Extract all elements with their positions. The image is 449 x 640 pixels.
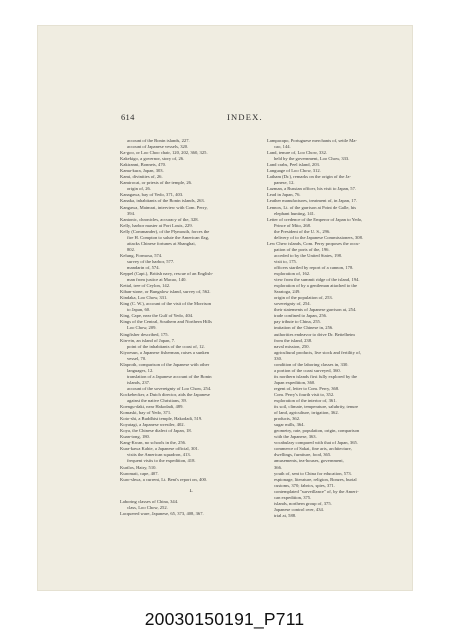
index-entry: exploration of the interior of, 361. (274, 398, 337, 404)
index-entry: Kuromati, cape, 407. (120, 470, 159, 476)
index-entry: Kanagawa, bay of Yedo, 371, 403. (120, 192, 184, 198)
index-entry: exploration of by a gentleman attached to the (274, 283, 358, 289)
index-entry: Kelly (Commander), of the Plymouth, forces the (120, 228, 210, 234)
index-entry: translation of a Japanese account of the Bonin (127, 373, 212, 379)
index-entry: Lacquered ware, Japanese, 65, 373, 408, 367. (120, 510, 204, 516)
index-entry: to Japan, 60. (127, 307, 151, 313)
index-entry: Kiban-stone, or Bungalow island, survey of, 562. (120, 289, 211, 295)
index-entry: Kings of the Central, Southern and Northern Hills (120, 319, 212, 325)
index-entry: point of the inhabitants of the coast of, 12. (127, 343, 205, 349)
index-section-letter: L (189, 488, 193, 494)
index-entry: against the native Christians, 39. (127, 398, 187, 404)
index-entry: officers startled by report of a cannon, 178. (274, 264, 354, 270)
index-entry: 330. (274, 355, 283, 361)
index-entry: Leather manufactures, treatment of, in Japan, 17. (267, 198, 358, 204)
index-entry: authorities endeavor to drive Dr. Bettelheim (274, 331, 355, 337)
index-entry: Japanese control over, 434. (274, 506, 324, 512)
index-entry: 802. (127, 246, 136, 252)
index-entry: Japan expedition, 360. (274, 379, 316, 385)
book-page (38, 26, 412, 590)
index-entry: contemplated "surveillance" of, by the Ameri- (274, 488, 359, 494)
index-entry: Kelung, Formosa, 574. (120, 252, 163, 258)
index-entry: Ka-goo, or Loo Choo chair, 120, 202, 360, 325. (120, 150, 208, 156)
index-entry: agricultural products, live stock and fertility of, (274, 349, 362, 355)
index-entry: vocabulary compared with that of Japan, 365. (274, 440, 358, 446)
index-entry: class, Loo Chow, 252. (127, 504, 168, 510)
index-entry: islands, 237. (127, 379, 151, 385)
index-entry: Kuro-shwa, a current, Lt. Bent's report on, 400. (120, 476, 208, 482)
index-entry: account of Japanese vessels, 320. (127, 144, 189, 150)
index-entry: Kang-Kwan, no schools in the, 256. (120, 440, 187, 446)
index-entry: Kiyoesun, a Japanese fisherman, raises a sunken (120, 349, 210, 355)
index-entry: cao, 144. (274, 144, 291, 150)
index-entry: Koya, the Chinese dialect of Japan, 18. (120, 428, 192, 434)
index-entry: attacks Chinese fortunes at Shanghai, (127, 240, 196, 246)
index-entry: youth of, sent to China for education, 573. (274, 470, 352, 476)
index-column-right (267, 138, 409, 519)
index-entry: imitation of the Chinese in, 256. (274, 325, 334, 331)
index-entry: visits the American squadron, 413. (127, 452, 191, 458)
index-entry: geometry, rate, population, origin, comparison (274, 428, 360, 434)
index-entry: sovereignty of, 254. (274, 301, 311, 307)
page-header (121, 112, 321, 122)
index-entry: view from the summit ridge of the island, 194. (274, 277, 360, 283)
index-entry: Kangawa, Maimrai, interview with Com. Perry, (120, 204, 208, 210)
index-entry: its soil, climate, temperature, salubrity, tenure (274, 404, 359, 410)
index-entry: Kama-kura, Japan, 303. (120, 168, 164, 174)
index-entry: Lazman, a Russian officer, his visit to Japan, 57. (267, 186, 357, 192)
index-entry: can expedition, 375. (274, 494, 312, 500)
index-entry: Kanaka, inhabitants of the Bonin islands, 263. (120, 198, 205, 204)
index-entry: sugar mills, 364. (274, 422, 305, 428)
index-entry: Kura-kawa Kahie, a Japanese official, 301. (120, 446, 199, 452)
index-entry: from the island, 238. (274, 337, 313, 343)
index-entry: with the Japanese, 363. (274, 434, 317, 440)
index-entry: condition of the laboring classes in, 330. (274, 361, 349, 367)
index-entry: of land, agriculture, irrigation, 362. (274, 410, 339, 416)
image-caption: 20030150191_P711 (144, 609, 305, 629)
index-entry: elephant hunting, 141. (274, 210, 316, 216)
index-entry: Kantonic, chronicles, accuracy of the, 328. (120, 216, 199, 222)
index-entry: pay tribute to China, 255. (274, 319, 321, 325)
index-entry: the President of the U. S., 296. (274, 228, 331, 234)
index-entry: Lampacapo, Portuguese merchants of, settle Ma- (267, 138, 357, 143)
index-entry: Komaski, bay of Yedo, 371. (120, 410, 172, 416)
index-entry: delivery of to the Japanese Commissioners, 308. (274, 234, 364, 240)
index-entry: Latham (Dr.), remarks on the origin of the Ja- (267, 174, 351, 180)
index-entry: Loo Chow, 209. (127, 325, 157, 331)
index-entry: account of the Bonin islands, 227. (127, 138, 190, 143)
index-entry: Lead in Japan, 76. (267, 192, 301, 198)
index-entry: Kingfisher described, 175. (120, 331, 169, 337)
index-entry: languages, 12. (127, 367, 154, 373)
index-entry: its northern islands first fully explored by the (274, 373, 358, 379)
index-entry: dwellings, furniture, food, 365. (274, 452, 332, 458)
index-entry: 394. (127, 210, 136, 216)
page-title: INDEX. (227, 112, 263, 122)
index-entry: account of the sovereignty of Loo Chow, 254. (127, 385, 212, 391)
index-entry: King (C. W.), account of the visit of the Morrison (120, 301, 212, 307)
index-entry: fire H. Compton to salute the American flag, (127, 234, 210, 240)
index-entry: Land crabs, Peel island, 203. (267, 162, 320, 168)
index-entry: King, Cape, near the Gulf of Yedo, 404. (120, 313, 194, 319)
index-entry: Kindaka, Loo Chow, 331. (120, 295, 168, 301)
index-entry: naval mission, 250. (274, 343, 310, 349)
index-entry: Kurilos, Hairy, 510. (120, 464, 157, 470)
index-entry: visit to, 175. (274, 258, 297, 264)
index-entry: 366. (274, 464, 283, 470)
index-entry: exploration of, 162. (274, 271, 311, 277)
index-entry: man from justice at Macao, 140. (127, 277, 187, 283)
index-entry: customs, 370; fabrics, spies, 371. (274, 482, 335, 488)
index-entry: Kettal, tree of Ceylon, 142. (120, 283, 171, 289)
index-entry: Language of Loo Chow, 312. (267, 168, 321, 174)
index-entry: Keppel (Capt.), British navy, rescue of an English- (120, 271, 214, 277)
index-entry: origin of the population of, 253. (274, 295, 333, 301)
index-column-left (120, 138, 262, 517)
index-entry: Kami, divinities of, 26. (120, 174, 163, 180)
index-entry: Kin-ein, an island of Japan, 7. (120, 337, 176, 343)
page-number: 614 (121, 112, 135, 122)
index-entry: Kakiranni, Bonnets, 470. (120, 162, 167, 168)
index-entry: Koto-shi, a Buddhist temple, Hakodadi, 519. (120, 416, 203, 422)
index-entry: Kamirocai, or priests of the temple, 26. (120, 180, 193, 186)
index-entry: Klaproth, comparison of the Japanese with other (120, 361, 210, 367)
index-entry: mandarin of, 574. (127, 264, 160, 270)
index-entry: Kuan-tong, 180. (120, 434, 150, 440)
index-entry: trade confined to Japan, 256. (274, 313, 328, 319)
index-entry: a portion of the coast surveyed, 360. (274, 367, 341, 373)
index-entry: pation of the ports of the, 196. (274, 246, 330, 252)
index-entry: islands, northern group of, 375. (274, 500, 332, 506)
index-entry: Koengu-daki, near Hakodadi, 489. (120, 404, 184, 410)
index-entry: trial at, 588. (274, 512, 297, 518)
index-entry: vessel, 70. (127, 355, 147, 361)
index-entry: held by the government, Loo Chow, 333. (274, 156, 350, 162)
index-entry: frequent visits to the expedition, 418. (127, 458, 196, 464)
index-entry: Land, tenure of, Loo Chow, 332. (267, 150, 328, 156)
index-entry: amusements, tea-houses, government, (274, 458, 344, 464)
index-entry: Lew Chew islands, Com. Perry proposes the occu- (267, 240, 361, 246)
index-entry: Letter of credence of the Emperor of Japan to Yedo, (267, 216, 363, 222)
index-entry: Com. Perry's fourth visit to, 352. (274, 391, 335, 397)
index-entry: products, 362. (274, 416, 301, 422)
index-entry: regent of, letter to Com. Perry, 368. (274, 385, 340, 391)
index-entry: Kakekigo, a governor, story of, 26. (120, 156, 185, 162)
index-entry: Prince of Mito, 268. (274, 222, 312, 228)
index-entry: Laboring classes of China, 344. (120, 498, 179, 504)
index-entry: origin of, 26. (127, 186, 151, 192)
index-entry: commerce of Sakai, fine arts, architecture, (274, 446, 352, 452)
index-entry: their statements of Japanese garrison at, 254. (274, 307, 357, 313)
index-entry: espionage, literature, religion, Bonzes, burial (274, 476, 357, 482)
index-entry: Lennox, Lt. of the garrison at Point de Galle, his (267, 204, 357, 210)
index-entry: Koyatagi, a Japanese wrestler, 402. (120, 422, 185, 428)
index-entry: Kelly, harbor master at Port Louis, 229. (120, 222, 193, 228)
index-entry: survey of the harbor, 577. (127, 258, 175, 264)
index-entry: Kockebecker, a Dutch director, aids the Japanese (120, 391, 210, 397)
index-entry: Saratoga, 249. (274, 289, 301, 295)
index-entry: acceded to by the United States, 198. (274, 252, 343, 258)
index-entry: panese, 12. (274, 180, 295, 186)
